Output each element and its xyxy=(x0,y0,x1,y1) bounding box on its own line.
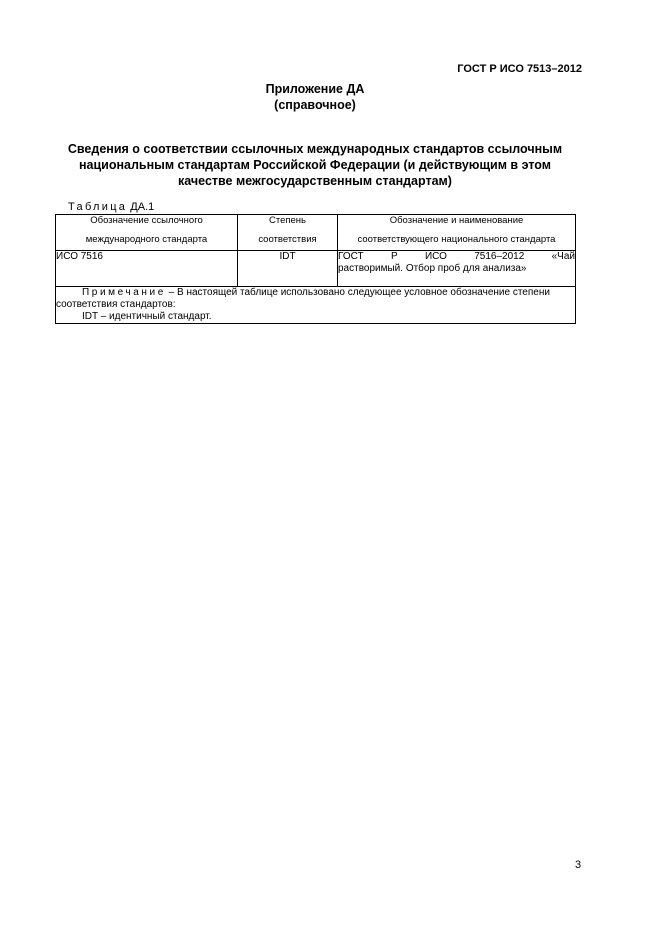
column-header-line: международного стандарта xyxy=(85,234,208,245)
national-standard-line-2: растворимый. Отбор проб для анализа» xyxy=(338,263,527,274)
section-heading-line-3: качестве межгосударственным стандартам) xyxy=(178,174,452,188)
national-standard-word: Р xyxy=(390,251,398,262)
note-paragraph xyxy=(56,287,575,311)
national-standard-word: 7516–2012 xyxy=(474,251,525,262)
appendix-title-block xyxy=(0,81,630,113)
document-code-header: ГОСТ Р ИСО 7513–2012 xyxy=(457,63,582,75)
column-header-line: соответствия xyxy=(258,234,317,245)
column-header-national-standard xyxy=(338,215,576,251)
note-label: Примечание xyxy=(82,287,166,298)
column-header-line: Обозначение и наименование xyxy=(389,215,524,226)
national-standard-line-1 xyxy=(338,251,575,263)
column-header-degree xyxy=(238,215,338,251)
cell-international-standard: ИСО 7516 xyxy=(56,251,238,287)
section-heading-line-2: национальным стандартам Российской Федерации (и действующим в этом xyxy=(78,158,551,172)
note-item: IDT – идентичный стандарт. xyxy=(82,311,212,322)
appendix-title: Приложение ДА xyxy=(265,82,365,96)
note-text: – В настоящей таблице использовано следующее условное обозначение степени соответствия стандартов: xyxy=(56,287,550,310)
national-standard-word: ГОСТ xyxy=(338,251,364,262)
table-note xyxy=(56,287,576,324)
cell-degree: IDT xyxy=(238,251,338,287)
section-heading-line-1: Сведения о соответствии ссылочных международных стандартов ссылочным xyxy=(67,142,563,156)
section-heading xyxy=(40,141,590,189)
table-row xyxy=(56,251,576,287)
column-header-line: соответствующего национального стандарта xyxy=(357,234,556,245)
national-standard-word: «Чай xyxy=(551,251,575,262)
cell-national-standard xyxy=(338,251,576,287)
national-standard-word: ИСО xyxy=(424,251,447,262)
table-header-row xyxy=(56,215,576,251)
correspondence-table xyxy=(55,214,576,324)
table-caption xyxy=(68,201,154,214)
table-caption-number: ДА.1 xyxy=(130,201,155,213)
column-header-line: Степень xyxy=(268,215,306,226)
column-header-line: Обозначение ссылочного xyxy=(90,215,203,226)
table-caption-word: Таблица xyxy=(68,201,128,213)
column-header-international-standard xyxy=(56,215,238,251)
table-note-row xyxy=(56,287,576,324)
page-number: 3 xyxy=(575,859,582,871)
appendix-subtitle: (справочное) xyxy=(274,98,356,112)
